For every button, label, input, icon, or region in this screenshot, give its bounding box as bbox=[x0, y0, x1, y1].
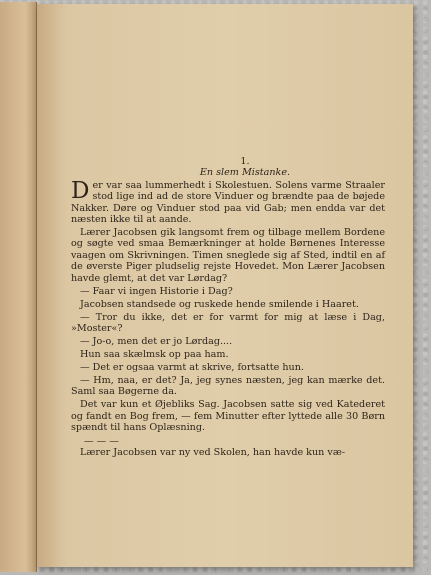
first-paragraph bbox=[71, 177, 385, 226]
chapter-title: En slem Mistanke. bbox=[199, 167, 291, 179]
paragraph-3: Jacobsen standsede og ruskede hende smilende i Haaret. bbox=[80, 298, 359, 310]
first-paragraph-text: er var saa lummerhedt i Skolestuen. Solens varme Straaler stod lige ind ad de store Vinduer og brændte paa de bøjede Nakker. Døre og Vinduer stod paa vid Gab; men endda var det næsten ikke til at aande. bbox=[71, 179, 385, 226]
facing-page-edge bbox=[0, 2, 37, 572]
paragraph-10: Lærer Jacobsen var ny ved Skolen, han havde kun væ- bbox=[80, 447, 346, 459]
paragraph-1: Lærer Jacobsen gik langsomt frem og tilbage mellem Bordene og søgte ved smaa Bemærkninger at holde Børnenes Interesse vaagen om Skrivningen. Timen sneglede sig af Sted, indtil en af de øverste Piger pludselig rejste Hovedet. Mon Lærer Jacobsen havde glemt, at det var Lørdag? bbox=[71, 227, 385, 284]
paragraph-5: — Jo-o, men det er jo Lørdag.... bbox=[80, 336, 233, 348]
paragraph-2: — Faar vi ingen Historie i Dag? bbox=[80, 285, 233, 297]
paragraph-7: — Det er ogsaa varmt at skrive, fortsatte hun. bbox=[80, 362, 304, 374]
paragraph-4: — Tror du ikke, det er for varmt for mig at læse i Dag, »Moster«? bbox=[71, 311, 385, 335]
paragraph-6: Hun saa skælmsk op paa ham. bbox=[80, 349, 229, 361]
page-text bbox=[71, 156, 385, 460]
drop-cap: D bbox=[71, 177, 90, 204]
paragraph-8: — Hm, naa, er det? Ja, jeg synes næsten, jeg kan mærke det. Saml saa Bøgerne da. bbox=[71, 375, 385, 398]
paragraph-9: Det var kun et Øjebliks Sag. Jacobsen satte sig ved Katederet og fandt en Bog frem, — fem Minutter efter lyttede alle 30 Børn spændt til hans Oplæsning. bbox=[71, 399, 385, 434]
book-page bbox=[37, 4, 413, 567]
chapter-number: 1. bbox=[240, 156, 250, 167]
section-separator: — — — bbox=[84, 435, 119, 447]
